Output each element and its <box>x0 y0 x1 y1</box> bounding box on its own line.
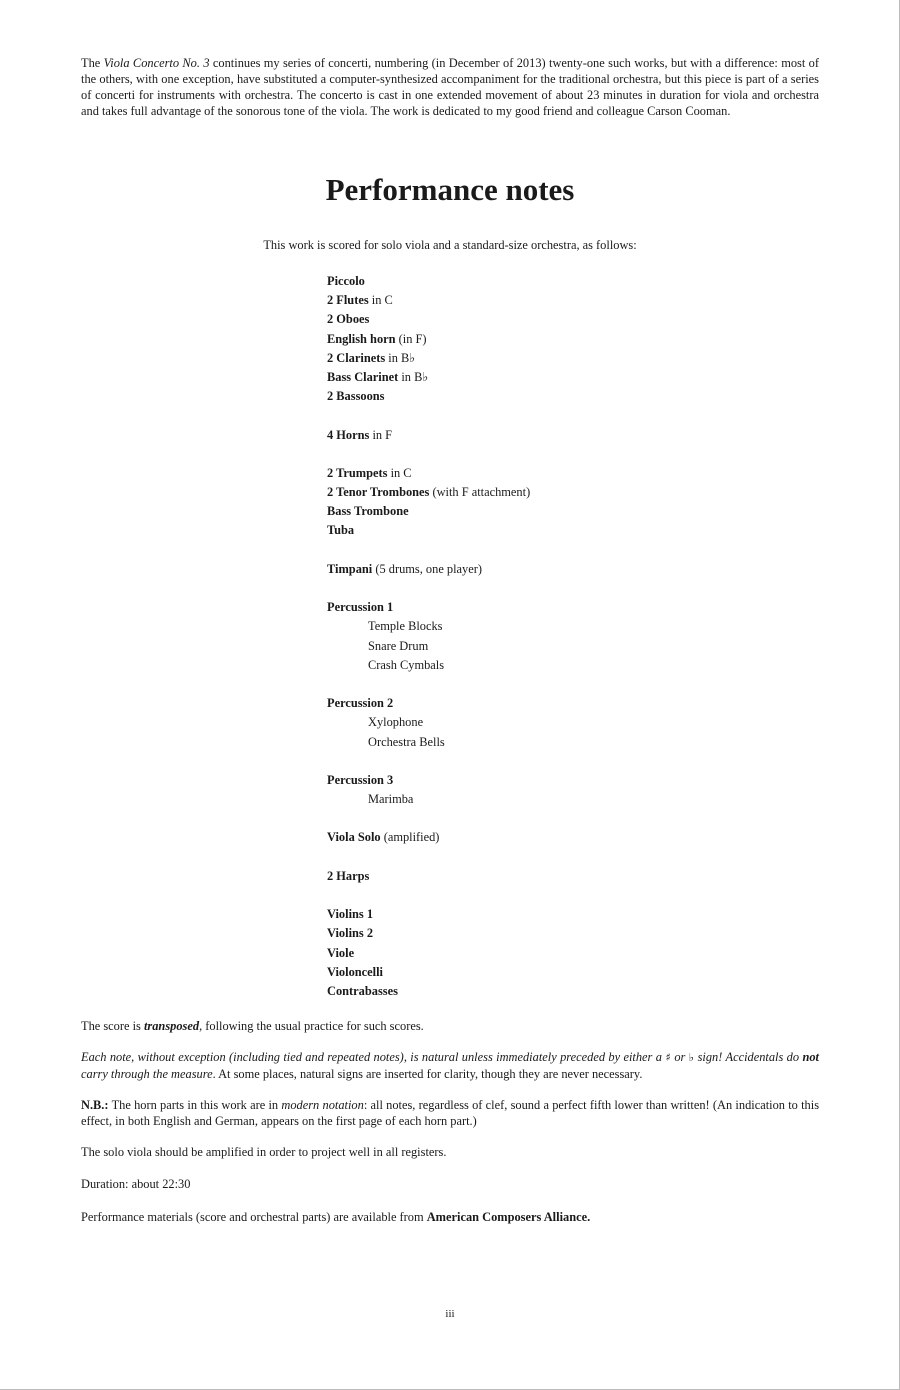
instrument-row: Tuba <box>327 523 355 538</box>
percussion-item: Crash Cymbals <box>368 657 445 672</box>
instrument-row: Timpani (5 drums, one player) <box>327 561 482 576</box>
instrument-row: Violoncelli <box>327 964 383 979</box>
note-transposed: The score is transposed, following the usual practice for such scores. <box>81 1019 424 1033</box>
instrument-row: Piccolo <box>327 274 365 288</box>
note-horn: N.B.: The horn parts in this work are in modern notation: all notes, regardless of clef, sound a perfect fifth lower than written! (An indication to this effect, in both English and German, appears on the first page of each horn part.) <box>81 1098 820 1128</box>
page-title: Performance notes <box>325 172 575 207</box>
instrument-row: Violins 2 <box>327 926 374 941</box>
intro-text-rest: continues my series of concerti, numbering (in December of 2013) twenty-one such works, but with a difference: most of the others, with one exception, have substituted a computer-synthesized accompaniment for the traditional orchestra, but this piece is part of a series of concerti for instruments with orchestra. The concerto is cast in one extended movement of about 23 minutes in duration for viola and orchestra and takes full advantage of the sonorous tone of the viola. The work is dedicated to my good friend and colleague Carson Cooman. <box>81 56 819 118</box>
spacer <box>327 848 727 867</box>
spacer <box>327 809 727 828</box>
instrument-row: English horn (in F) <box>327 331 427 346</box>
intro-paragraph <box>81 55 819 119</box>
sharp-icon: ♯ <box>665 1051 671 1064</box>
spacer <box>327 541 727 560</box>
percussion-item: Snare Drum <box>368 638 429 653</box>
scoring-line: This work is scored for solo viola and a standard-size orchestra, as follows: <box>263 238 637 252</box>
spacer <box>327 886 727 905</box>
instrumentation-list <box>327 272 727 1001</box>
percussion-item: Xylophone <box>368 715 424 730</box>
instrument-row: Bass Trombone <box>327 504 409 519</box>
note-amplified: The solo viola should be amplified in order to project well in all registers. <box>81 1145 447 1159</box>
note-accidentals: Each note, without exception (including tied and repeated notes), is natural unless immediately preceded by either a ♯ or ♭ sign! Accidentals do not carry through the measure. At some places, natural signs are inserted for clarity, though they are never necessary. <box>81 1050 819 1081</box>
instrument-row: 2 Oboes <box>327 312 370 327</box>
percussion-item: Temple Blocks <box>368 619 443 634</box>
percussion-item: Orchestra Bells <box>368 734 445 749</box>
spacer <box>327 752 727 771</box>
performance-notes <box>81 1018 819 1225</box>
instrument-row: 2 Flutes in C <box>327 293 393 308</box>
page-number: iii <box>445 1308 455 1320</box>
instrument-row: Contrabasses <box>327 983 398 998</box>
instrument-row: 2 Harps <box>327 868 370 883</box>
instrument-row: Bass Clarinet in B♭ <box>327 369 429 384</box>
instrument-row: 2 Trumpets in C <box>327 465 412 480</box>
spacer <box>327 675 727 694</box>
spacer <box>327 579 727 598</box>
intro-text-start: The <box>81 56 104 70</box>
percussion-heading: Percussion 3 <box>327 772 394 787</box>
note-duration: Duration: about 22:30 <box>81 1177 191 1191</box>
note-materials: Performance materials (score and orchestral parts) are available from American Composers Alliance. <box>81 1210 591 1224</box>
spacer <box>327 445 727 464</box>
instrument-row: 4 Horns in F <box>327 427 393 442</box>
percussion-item: Marimba <box>368 792 414 807</box>
work-title: Viola Concerto No. 3 <box>103 56 210 70</box>
percussion-heading: Percussion 1 <box>327 600 394 615</box>
spacer <box>327 406 727 425</box>
flat-icon: ♭ <box>688 1051 695 1064</box>
instrument-row: Violins 1 <box>327 907 374 922</box>
instrument-row: 2 Bassoons <box>327 389 385 404</box>
instrument-row: Viole <box>327 945 355 960</box>
instrument-row: 2 Tenor Trombones (with F attachment) <box>327 485 531 500</box>
instrument-row: 2 Clarinets in B♭ <box>327 350 416 365</box>
percussion-heading: Percussion 2 <box>327 696 394 711</box>
instrument-row: Viola Solo (amplified) <box>327 830 440 845</box>
